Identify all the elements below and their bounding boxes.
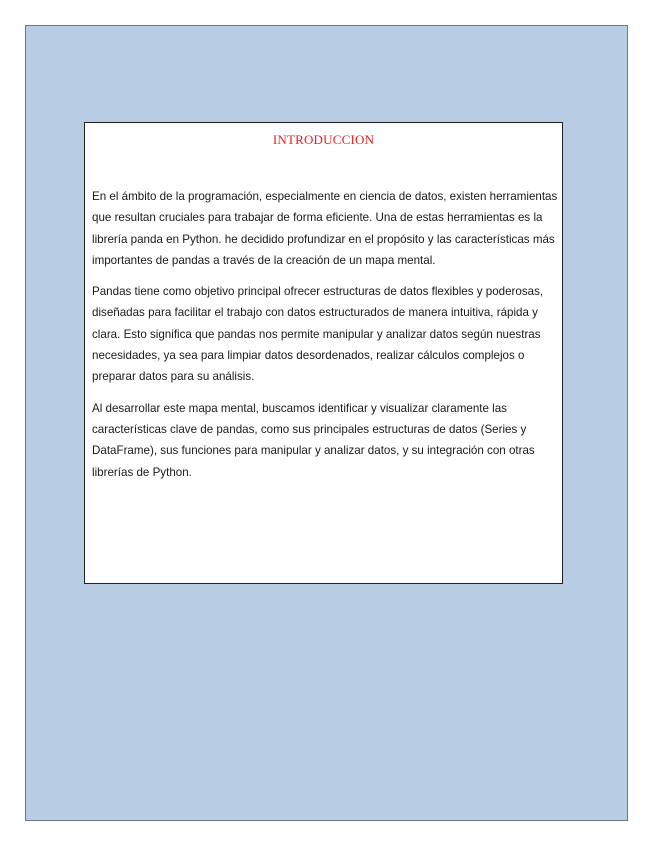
document-title: INTRODUCCION [272, 132, 375, 147]
introduction-text-box [84, 122, 563, 584]
paragraph-1: En el ámbito de la programación, especialmente en ciencia de datos, existen herramientas que resultan cruciales para trabajar de forma eficiente. Una de estas herramientas es la librería panda en Python. he decidido profundizar en el propósito y las características más importantes de pandas a través de la creación de un mapa mental. [92, 190, 558, 267]
body-text [92, 186, 562, 493]
paragraph-3: Al desarrollar este mapa mental, buscamos identificar y visualizar claramente las características clave de pandas, como sus principales estructuras de datos (Series y DataFrame), sus funciones para manipular y analizar datos, y su integración con otras librerías de Python. [92, 401, 535, 479]
paragraph-2: Pandas tiene como objetivo principal ofrecer estructuras de datos flexibles y poderosas, diseñadas para facilitar el trabajo con datos estructurados de manera intuitiva, rápida y clara. Esto significa que pandas nos permite manipular y analizar datos según nuestras necesidades, ya sea para limpiar datos desordenados, realizar cálculos complejos o preparar datos para su análisis. [92, 285, 544, 384]
